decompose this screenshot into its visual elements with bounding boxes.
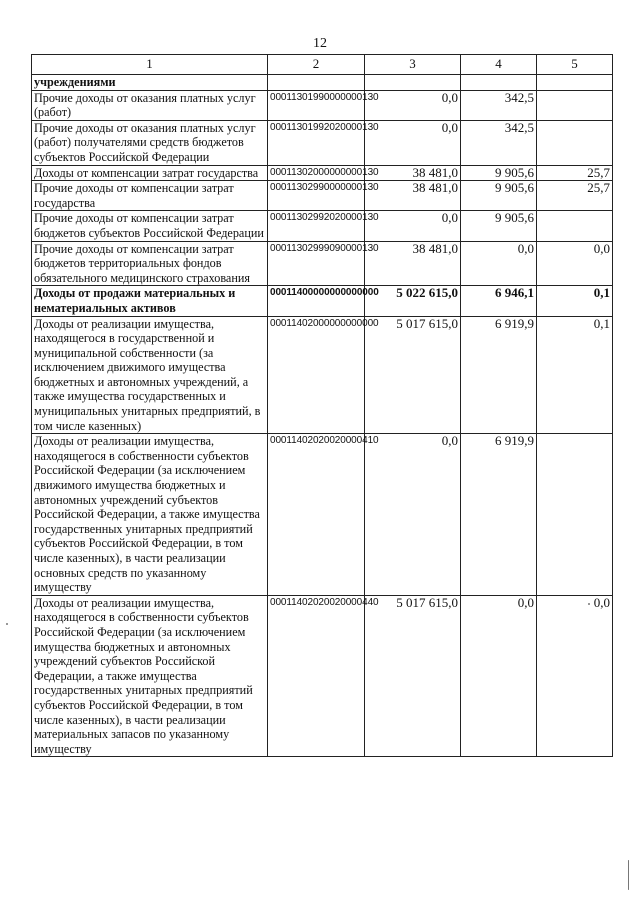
table-body <box>32 75 613 757</box>
row-value-5-cell: 25,7 <box>537 181 613 211</box>
row-value-5-cell <box>537 90 613 120</box>
row-name-cell: Прочие доходы от оказания платных услуг (работ) <box>32 90 268 120</box>
row-value-3-cell: 5 017 615,0 <box>365 316 461 434</box>
row-code-cell: 00011301990000000130 <box>268 90 365 120</box>
table-row <box>32 165 613 181</box>
row-value-3-cell: 0,0 <box>365 90 461 120</box>
column-header-4: 4 <box>461 55 537 75</box>
row-code-cell: 00011402020020000440 <box>268 595 365 757</box>
row-value-4-cell: 342,5 <box>461 90 537 120</box>
row-value-5-cell: 25,7 <box>537 165 613 181</box>
table-row <box>32 595 613 757</box>
row-value-4-cell: 9 905,6 <box>461 211 537 241</box>
scan-speck <box>6 623 8 625</box>
row-value-3-cell: 0,0 <box>365 434 461 596</box>
table-row <box>32 120 613 165</box>
row-value-4-cell: 342,5 <box>461 120 537 165</box>
row-value-3-cell: 5 022 615,0 <box>365 286 461 316</box>
column-header-5: 5 <box>537 55 613 75</box>
row-value-4-cell: 9 905,6 <box>461 165 537 181</box>
row-name-cell: Прочие доходы от компенсации затрат бюджетов территориальных фондов обязательного медицинского страхования <box>32 241 268 286</box>
table-row <box>32 181 613 211</box>
row-value-4-cell: 0,0 <box>461 595 537 757</box>
row-value-5-cell <box>537 75 613 91</box>
page-number: 12 <box>313 36 327 51</box>
row-code-cell <box>268 75 365 91</box>
column-header-1: 1 <box>32 55 268 75</box>
row-code-cell: 00011402000000000000 <box>268 316 365 434</box>
table-header-row <box>32 55 613 75</box>
table-row <box>32 75 613 91</box>
row-value-3-cell: 5 017 615,0 <box>365 595 461 757</box>
table-row <box>32 286 613 316</box>
row-name-cell: учреждениями <box>32 75 268 91</box>
table-row <box>32 241 613 286</box>
row-code-cell: 00011402020020000410 <box>268 434 365 596</box>
row-value-5-cell <box>537 120 613 165</box>
row-value-4-cell <box>461 75 537 91</box>
row-name-cell: Прочие доходы от компенсации затрат государства <box>32 181 268 211</box>
row-name-cell: Доходы от реализации имущества, находящегося в собственности субъектов Российской Федерации (за исключением движимого имущества бюджетных и автономных учреждений субъектов Российской Федерации, а также имущества государственных унитарных предприятий субъектов Российской Федерации, в том числе казенных), в части реализации основных средств по указанному имуществу <box>32 434 268 596</box>
row-value-3-cell: 38 481,0 <box>365 241 461 286</box>
row-value-3-cell: 0,0 <box>365 120 461 165</box>
row-name-cell: Прочие доходы от оказания платных услуг (работ) получателями средств бюджетов субъектов Российской Федерации <box>32 120 268 165</box>
row-code-cell: 00011302990000000130 <box>268 181 365 211</box>
row-code-cell: 00011302992020000130 <box>268 211 365 241</box>
column-header-2: 2 <box>268 55 365 75</box>
row-value-5-cell <box>537 434 613 596</box>
row-value-3-cell: 38 481,0 <box>365 165 461 181</box>
column-header-3: 3 <box>365 55 461 75</box>
scan-edge-mark <box>628 860 629 890</box>
row-code-cell: 00011400000000000000 <box>268 286 365 316</box>
row-value-3-cell: 38 481,0 <box>365 181 461 211</box>
table-row <box>32 90 613 120</box>
table-row <box>32 316 613 434</box>
row-code-cell: 00011301992020000130 <box>268 120 365 165</box>
row-value-4-cell: 6 919,9 <box>461 434 537 596</box>
row-value-3-cell <box>365 75 461 91</box>
row-name-cell: Доходы от реализации имущества, находящегося в собственности субъектов Российской Федерации (за исключением имущества бюджетных и автономных учреждений субъектов Российской Федерации, а также имущества государственных унитарных предприятий субъектов Российской Федерации, в том числе казенных), в части реализации материальных запасов по указанному имуществу <box>32 595 268 757</box>
table-row <box>32 434 613 596</box>
row-value-5-cell: 0,0 <box>537 241 613 286</box>
row-name-cell: Прочие доходы от компенсации затрат бюджетов субъектов Российской Федерации <box>32 211 268 241</box>
row-value-4-cell: 9 905,6 <box>461 181 537 211</box>
row-value-5-cell: 0,1 <box>537 316 613 434</box>
row-value-3-cell: 0,0 <box>365 211 461 241</box>
row-value-4-cell: 6 919,9 <box>461 316 537 434</box>
row-value-4-cell: 0,0 <box>461 241 537 286</box>
row-name-cell: Доходы от продажи материальных и нематериальных активов <box>32 286 268 316</box>
row-value-4-cell: 6 946,1 <box>461 286 537 316</box>
table-row <box>32 211 613 241</box>
row-value-5-cell: 0,1 <box>537 286 613 316</box>
scan-speck <box>588 603 590 605</box>
row-code-cell: 00011302999090000130 <box>268 241 365 286</box>
row-code-cell: 00011302000000000130 <box>268 165 365 181</box>
row-value-5-cell <box>537 211 613 241</box>
row-value-5-cell: 0,0 <box>537 595 613 757</box>
row-name-cell: Доходы от реализации имущества, находящегося в государственной и муниципальной собственности (за исключением движимого имущества бюджетных и автономных учреждений, а также имущества государственных и муниципальных унитарных предприятий, в том числе казенных) <box>32 316 268 434</box>
revenue-table <box>31 54 613 757</box>
row-name-cell: Доходы от компенсации затрат государства <box>32 165 268 181</box>
